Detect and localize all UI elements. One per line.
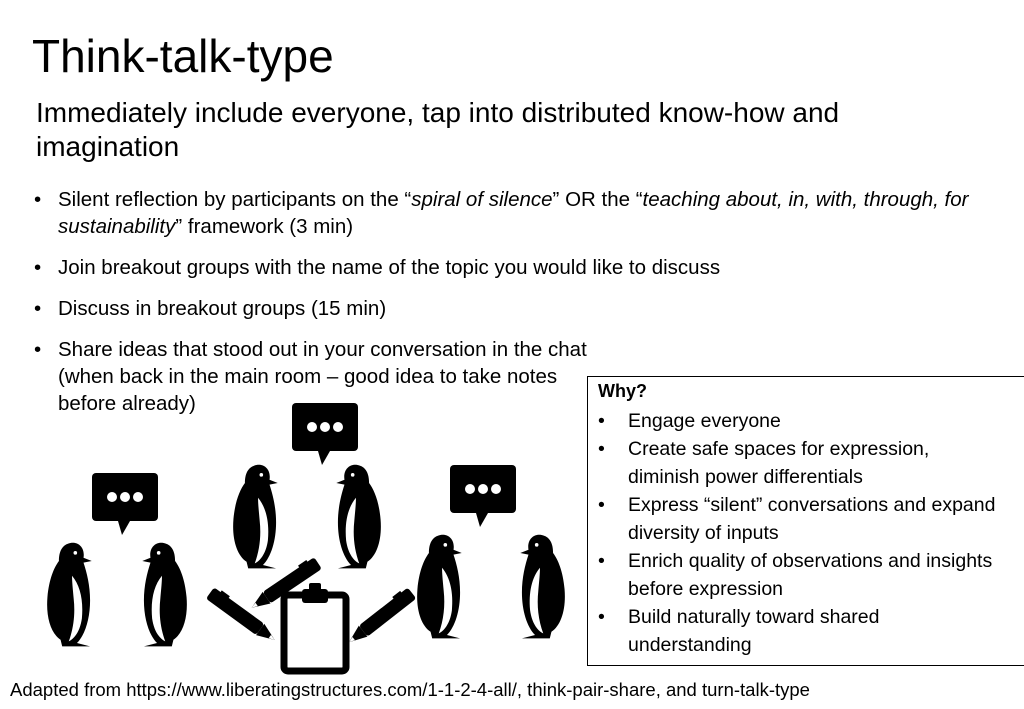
penguin-icon bbox=[47, 543, 92, 647]
why-item: • Build naturally toward shared understanding bbox=[596, 603, 996, 659]
why-box bbox=[587, 376, 1024, 666]
pen-icon bbox=[343, 586, 416, 648]
bullet-text-part: ” framework (3 min) bbox=[175, 215, 354, 238]
bullet-text-part: ” OR the “ bbox=[552, 188, 643, 211]
penguin-icon bbox=[520, 535, 565, 639]
penguin-icon bbox=[417, 535, 462, 639]
why-item: • Express “silent” conversations and expand diversity of inputs bbox=[596, 491, 996, 547]
penguin-icon bbox=[233, 465, 278, 569]
bullet-item-discuss: • Discuss in breakout groups (15 min) bbox=[32, 295, 992, 322]
bullet-emphasis-spiral: spiral of silence bbox=[411, 188, 553, 211]
why-item: • Engage everyone bbox=[596, 407, 996, 435]
why-item: • Create safe spaces for expression, diminish power differentials bbox=[596, 435, 996, 491]
illustration bbox=[40, 395, 580, 675]
bullet-text-part: Share ideas that stood out in your conversation in the chat (when back in the main room – good idea to take notes before already) bbox=[58, 338, 587, 415]
penguin-icon bbox=[142, 543, 187, 647]
bullet-text-part: Silent reflection by participants on the “ bbox=[58, 188, 412, 211]
penguin-icon bbox=[336, 465, 381, 569]
slide-title: Think-talk-type bbox=[32, 30, 334, 82]
speech-bubble-icon bbox=[292, 403, 358, 465]
bullet-item-silent-reflection bbox=[32, 186, 992, 240]
bullet-emphasis-framework: teaching about, in, with, through, for sustainability bbox=[58, 188, 969, 238]
slide-subtitle: Immediately include everyone, tap into distributed know-how and imagination bbox=[36, 97, 840, 162]
clipboard-icon bbox=[284, 583, 346, 671]
why-item: • Enrich quality of observations and insights before expression bbox=[596, 547, 996, 603]
why-list bbox=[596, 407, 996, 659]
footer-citation: Adapted from https://www.liberatingstructures.com/1-1-2-4-all/, think-pair-share, and turn-talk-type bbox=[10, 679, 810, 700]
bullet-item-join-breakout: • Join breakout groups with the name of the topic you would like to discuss bbox=[32, 254, 992, 281]
why-title: Why? bbox=[598, 381, 647, 401]
speech-bubble-icon bbox=[92, 473, 158, 535]
speech-bubble-icon bbox=[450, 465, 516, 527]
